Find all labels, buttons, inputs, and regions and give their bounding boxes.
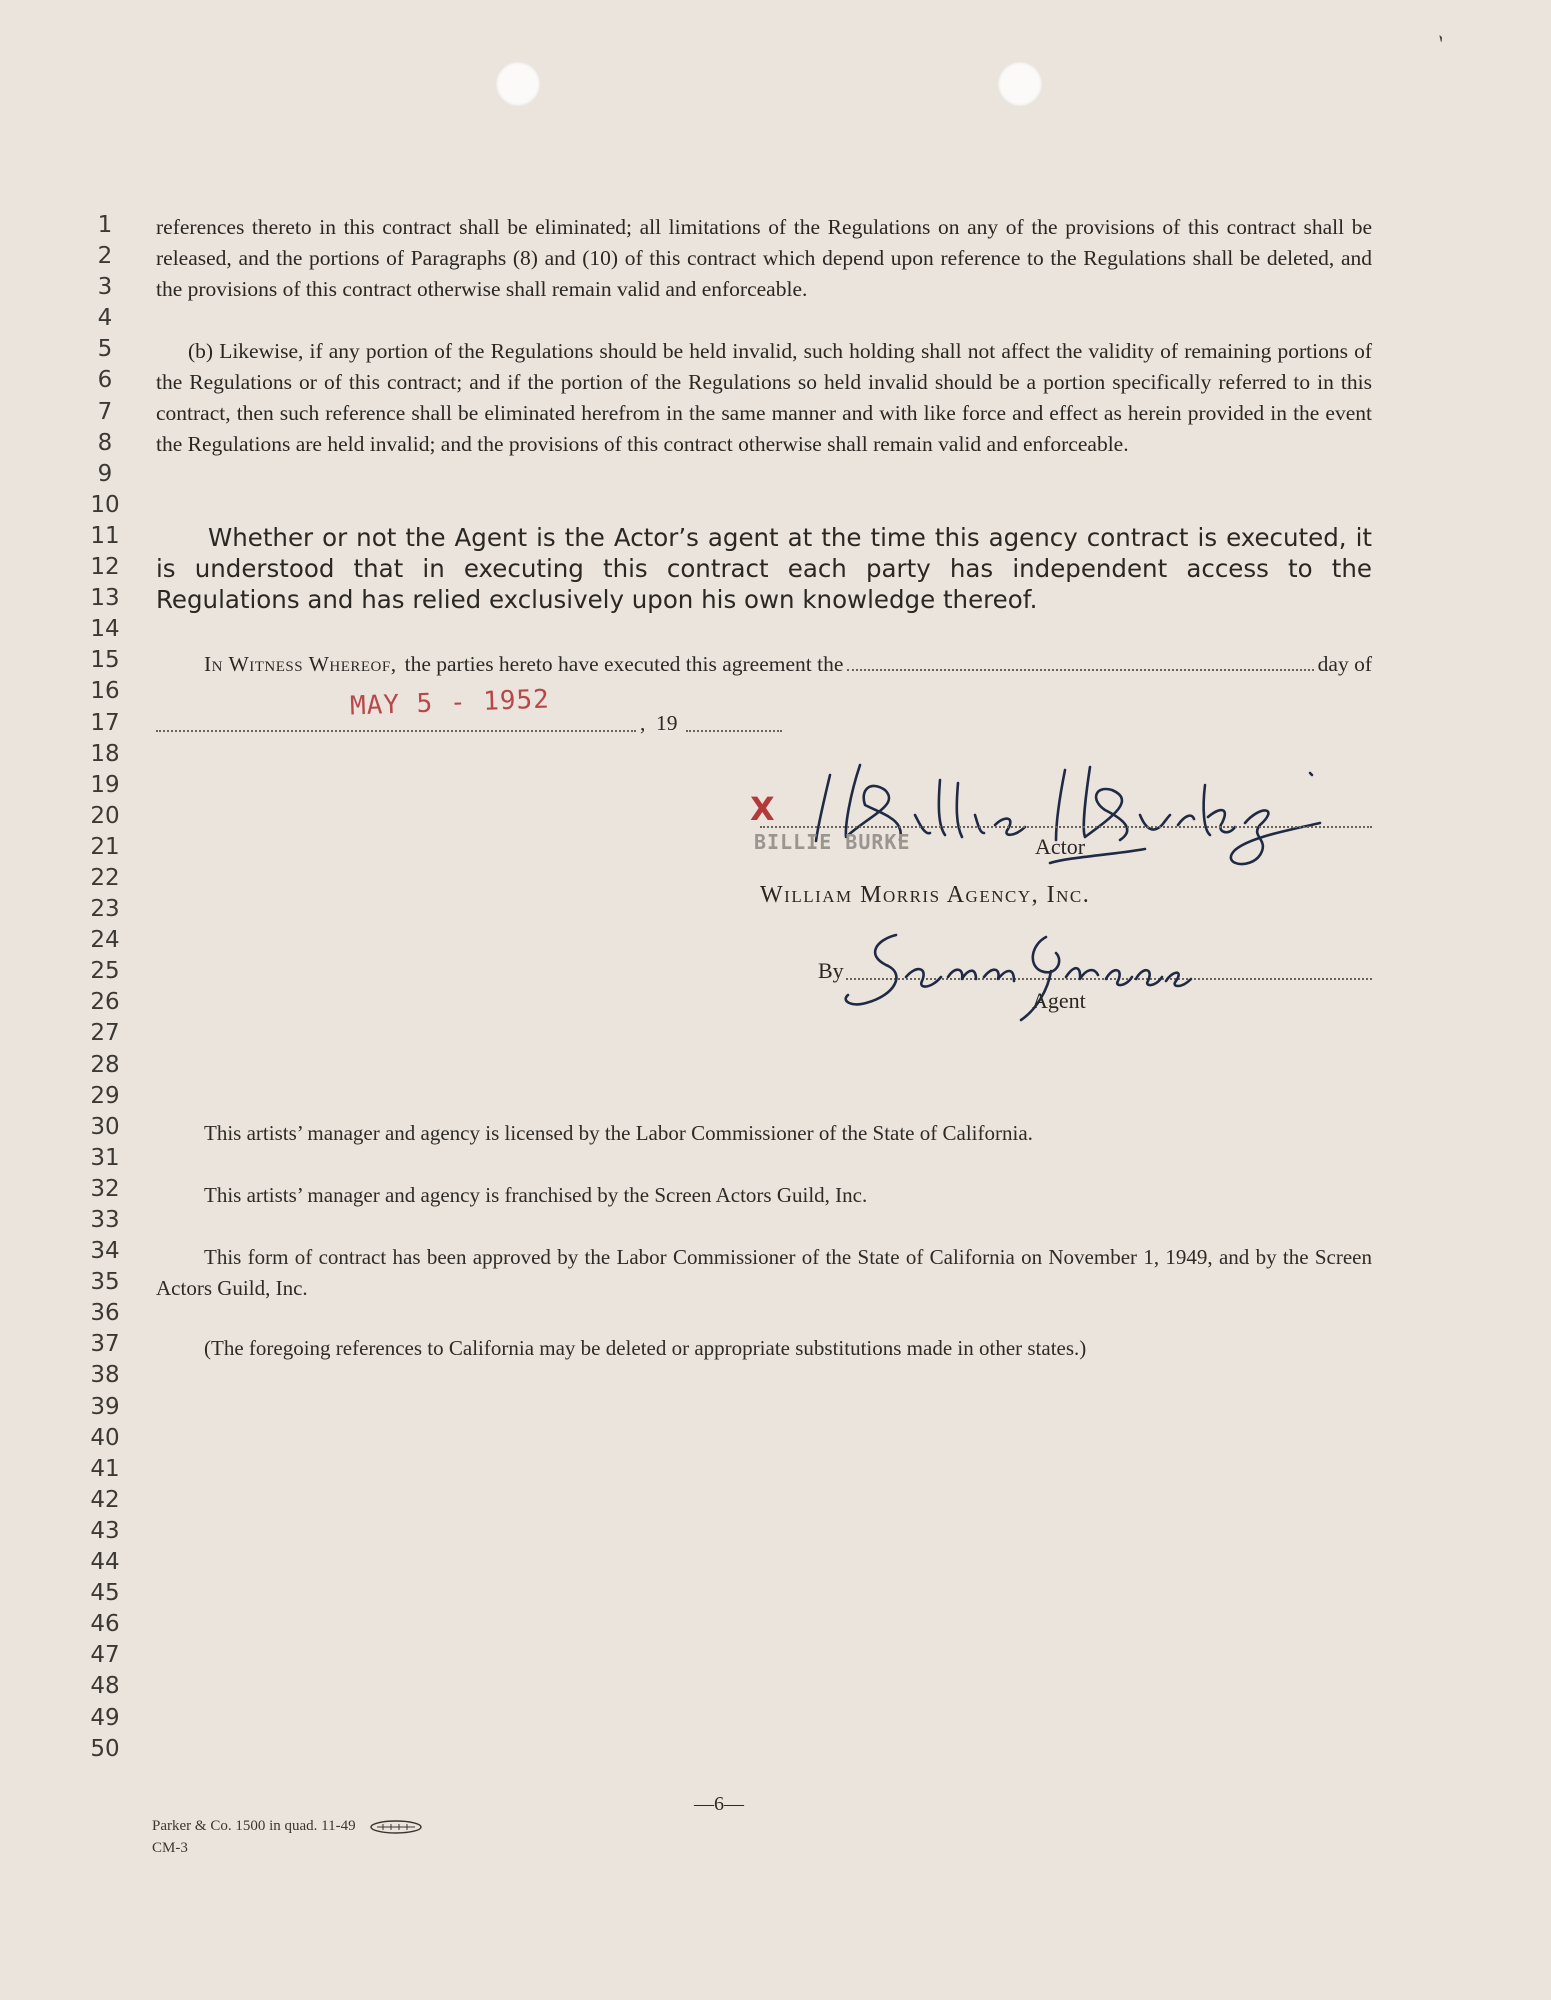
page-number: —6— <box>694 1793 744 1815</box>
punch-hole-left <box>496 62 540 106</box>
line-number: 17 <box>90 709 120 736</box>
line-number: 41 <box>90 1455 120 1482</box>
approval-notice <box>156 1242 1372 1304</box>
year-prefix: 19 <box>656 711 678 735</box>
line-number: 40 <box>90 1424 120 1451</box>
line-number: 46 <box>90 1611 120 1638</box>
line-number: 29 <box>90 1082 120 1109</box>
line-number: 2 <box>97 243 113 270</box>
line-number: 34 <box>90 1238 120 1265</box>
line-number: 5 <box>97 336 113 363</box>
year-blank <box>686 730 782 732</box>
line-number: 23 <box>90 896 120 923</box>
clause-b <box>156 336 1372 460</box>
line-number: 44 <box>90 1549 120 1576</box>
line-number: 8 <box>97 429 113 456</box>
regulations-acknowledgement-text: Whether or not the Agent is the Actor’s agent at the time this agency contract is executed, it is understood that in executing this contract each party has independent access to the Regulations and has relied exclusively upon his own knowledge thereof. <box>156 523 1372 615</box>
line-number: 21 <box>90 833 120 860</box>
line-number: 4 <box>97 305 113 332</box>
line-number: 50 <box>90 1735 120 1762</box>
witness-lead: In Witness Whereof, <box>204 652 397 676</box>
actor-signature-line <box>760 826 1372 828</box>
line-number: 22 <box>90 864 120 891</box>
line-number: 15 <box>90 647 120 674</box>
line-number: 42 <box>90 1486 120 1513</box>
line-number: 13 <box>90 585 120 612</box>
date-line <box>156 709 796 745</box>
line-number: 1 <box>97 212 113 238</box>
line-number: 31 <box>90 1144 120 1171</box>
clause-a-text: references thereto in this contract shall be eliminated; all limitations of the Regulations on any of the provisions of this contract shall be released, and the portions of Paragraphs (8) and (10) of this contract which depend upon reference to the Regulations shall be deleted, and the provisions of this contract otherwise shall remain valid and enforceable. <box>156 215 1372 302</box>
regulations-acknowledgement <box>156 522 1372 615</box>
line-number: 12 <box>90 554 120 581</box>
line-number: 14 <box>90 616 120 643</box>
actor-label: Actor <box>1035 834 1086 859</box>
line-number: 19 <box>90 771 120 798</box>
line-number: 32 <box>90 1175 120 1202</box>
line-number: 25 <box>90 958 120 985</box>
line-number: 7 <box>97 398 113 425</box>
line-number: 45 <box>90 1580 120 1607</box>
actor-typed-name: BILLIE BURKE <box>754 830 911 854</box>
witness-text: the parties hereto have executed this agreement the <box>404 652 844 676</box>
union-bug-logo <box>369 1820 423 1834</box>
line-number: 16 <box>90 678 120 705</box>
date-stamp: MAY 5 - 1952 <box>349 684 551 722</box>
line-number: 47 <box>90 1642 120 1669</box>
line-number: 30 <box>90 1113 120 1140</box>
corner-mark: ` <box>1421 30 1449 61</box>
printer-line <box>152 1815 423 1837</box>
line-number: 28 <box>90 1051 120 1078</box>
line-number: 27 <box>90 1020 120 1047</box>
clause-b-text: (b) Likewise, if any portion of the Regulations should be held invalid, such holding shall not affect the validity of remaining portions of the Regulations or of this contract; and if the portion of the Regulations so held invalid should be a portion specifically referred to in this contract, then such reference shall be eliminated herefrom in the same manner and with like force and effect as herein provided in the event the Regulations are held invalid; and the provisions of this contract otherwise shall remain valid and enforceable. <box>156 339 1372 457</box>
franchise-notice: This artists’ manager and agency is franchised by the Screen Actors Guild, Inc. <box>204 1183 868 1207</box>
line-number-column <box>80 210 130 1765</box>
line-number: 38 <box>90 1362 120 1389</box>
line-number: 10 <box>90 491 120 518</box>
line-number: 48 <box>90 1673 120 1700</box>
punch-hole-right <box>998 62 1042 106</box>
line-number: 18 <box>90 740 120 767</box>
agent-signature <box>836 915 1216 1025</box>
line-number: 37 <box>90 1331 120 1358</box>
clause-a-continuation <box>156 212 1372 305</box>
license-notice: This artists’ manager and agency is licensed by the Labor Commissioner of the State of California. <box>204 1121 1033 1145</box>
month-blank <box>156 730 636 732</box>
line-number: 11 <box>90 522 120 549</box>
approval-notice-text: This form of contract has been approved by the Labor Commissioner of the State of California on November 1, 1949, and by the Screen Actors Guild, Inc. <box>156 1245 1372 1301</box>
sign-here-x: X <box>750 790 775 828</box>
witness-clause <box>204 649 1372 680</box>
line-number: 35 <box>90 1269 120 1296</box>
agency-name: William Morris Agency, Inc. <box>760 882 1091 908</box>
line-number: 33 <box>90 1207 120 1233</box>
line-number: 36 <box>90 1300 120 1327</box>
line-number: 24 <box>90 927 120 954</box>
line-number: 49 <box>90 1704 120 1731</box>
line-number: 9 <box>97 460 113 487</box>
date-comma: , <box>640 711 646 735</box>
line-number: 26 <box>90 989 120 1016</box>
foregoing-notice: (The foregoing references to California may be deleted or appropriate substitutions made in other states.) <box>204 1336 1087 1360</box>
line-number: 6 <box>97 367 113 394</box>
printer-text: Parker & Co. 1500 in quad. 11-49 <box>152 1818 356 1834</box>
line-number: 39 <box>90 1393 120 1420</box>
line-number: 20 <box>90 802 120 829</box>
witness-day-of: day of <box>1317 652 1372 676</box>
day-blank <box>847 649 1313 671</box>
printer-imprint <box>152 1815 423 1859</box>
agent-label: Agent <box>1032 988 1086 1013</box>
form-code: CM-3 <box>152 1840 188 1856</box>
line-number: 3 <box>97 274 113 301</box>
line-number: 43 <box>90 1517 120 1544</box>
by-label: By <box>818 958 844 983</box>
